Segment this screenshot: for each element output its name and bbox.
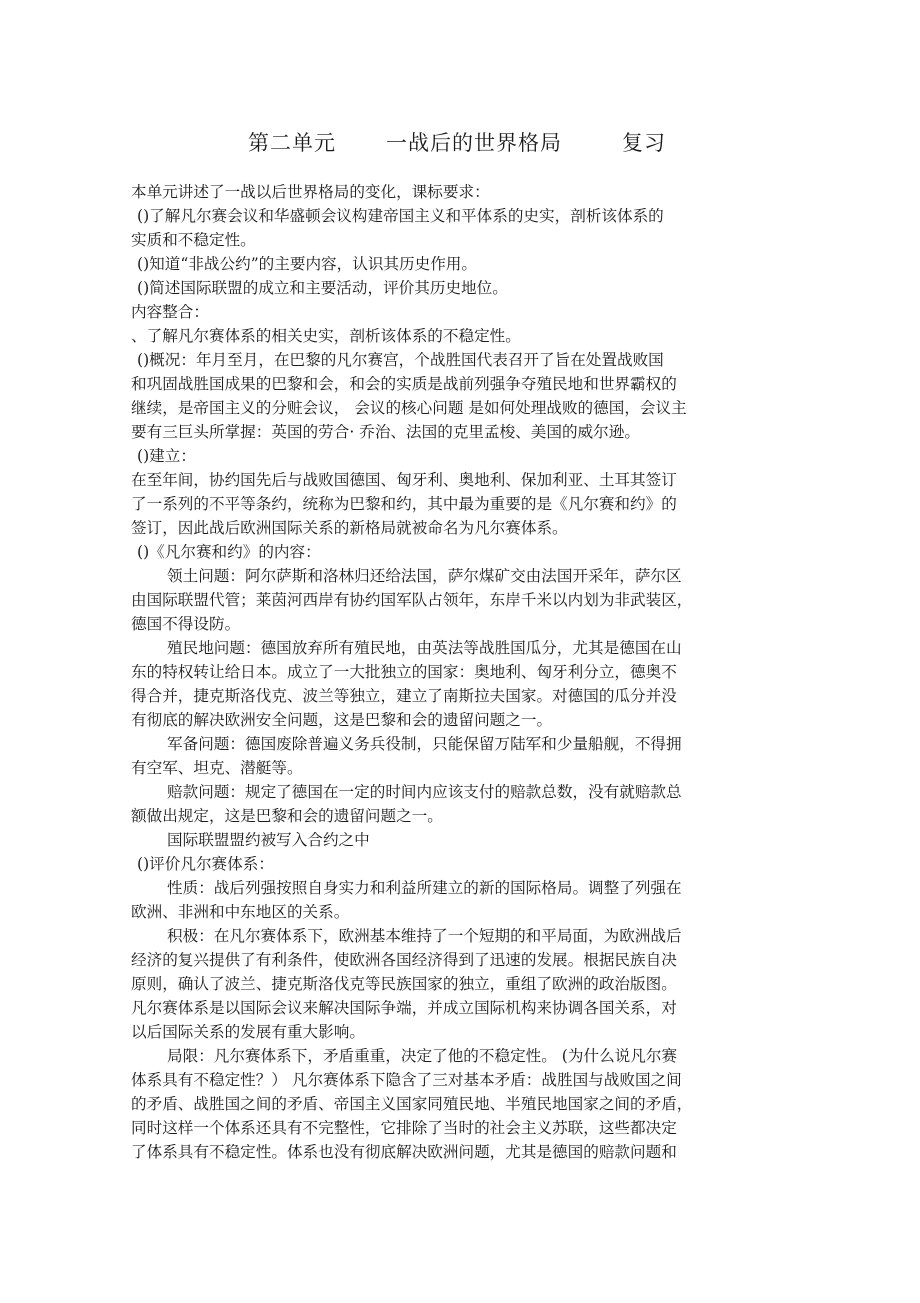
text-line: 以后国际关系的发展有重大影响。 <box>131 1023 365 1041</box>
text-line: 额做出规定，这是巴黎和会的遗留问题之一。 <box>131 807 443 825</box>
text-line: 领土问题：阿尔萨斯和洛林归还给法国，萨尔煤矿交由法国开采年，萨尔区 <box>167 567 682 585</box>
text-line: 国际联盟盟约被写入合约之中 <box>167 831 370 849</box>
text-line: 内容整合： <box>131 303 209 321</box>
text-line: 同时这样一个体系还具有不完整性，它排除了当时的社会主义苏联，这些都决定 <box>131 1119 677 1137</box>
text-line: 继续，是帝国主义的分赃会议， 会议的核心问题 是如何处理战败的德国，会议主 <box>131 399 687 417</box>
title-topic: 一战后的世界格局 <box>386 131 562 155</box>
text-line: 殖民地问题：德国放弃所有殖民地，由英法等战胜国瓜分，尤其是德国在山 <box>167 639 682 657</box>
text-line: 要有三巨头所掌握：英国的劳合· 乔治、法国的克里孟梭、美国的威尔逊。 <box>131 423 640 441</box>
text-line: 得合并，捷克斯洛伐克、波兰等独立，建立了南斯拉夫国家。对德国的瓜分并没 <box>131 687 677 705</box>
document-body <box>131 180 771 1164</box>
text-line: 了体系具有不稳定性。体系也没有彻底解决欧洲问题，尤其是德国的赔款问题和 <box>131 1143 677 1161</box>
text-line: ()概况：年月至月，在巴黎的凡尔赛宫，个战胜国代表召开了旨在处置战败国 <box>137 351 664 369</box>
text-line: 签订，因此战后欧洲国际关系的新格局就被命名为凡尔赛体系。 <box>131 519 568 537</box>
text-line: 在至年间，协约国先后与战败国德国、匈牙利、奥地利、保加利亚、土耳其签订 <box>131 471 677 489</box>
text-line: 局限：凡尔赛体系下，矛盾重重，决定了他的不稳定性。 (为什么说凡尔赛 <box>167 1047 678 1065</box>
text-line: 德国不得设防。 <box>131 615 241 633</box>
text-line: 本单元讲述了一战以后世界格局的变化，课标要求： <box>131 183 490 201</box>
text-line: 和巩固战胜国成果的巴黎和会，和会的实质是战前列强争夺殖民地和世界霸权的 <box>131 375 677 393</box>
text-line: 有彻底的解决欧洲安全问题，这是巴黎和会的遗留问题之一。 <box>131 711 553 729</box>
text-line: 由国际联盟代管；莱茵河西岸有协约国军队占领年，东岸千米以内划为非武装区， <box>131 591 693 609</box>
text-line: 经济的复兴提供了有利条件，使欧洲各国经济得到了迅速的发展。根据民族自决 <box>131 951 677 969</box>
text-line: 、了解凡尔赛体系的相关史实，剖析该体系的不稳定性。 <box>131 327 521 345</box>
text-line: 体系具有不稳定性？） 凡尔赛体系下隐含了三对基本矛盾：战胜国与战败国之间 <box>131 1071 682 1089</box>
text-line: ()了解凡尔赛会议和华盛顿会议构建帝国主义和平体系的史实，剖析该体系的 <box>137 207 664 225</box>
title-unit: 第二单元 <box>248 131 336 155</box>
text-line: 积极：在凡尔赛体系下，欧洲基本维持了一个短期的和平局面，为欧洲战后 <box>167 927 682 945</box>
text-line: 欧洲、非洲和中东地区的关系。 <box>131 903 350 921</box>
text-line: ()《凡尔赛和约》的内容： <box>137 543 321 561</box>
text-line: 有空军、坦克、潜艇等。 <box>131 759 303 777</box>
text-line: ()评价凡尔赛体系： <box>137 855 274 873</box>
text-line: 军备问题：德国废除普遍义务兵役制，只能保留万陆军和少量船舰，不得拥 <box>167 735 682 753</box>
text-line: ()建立： <box>137 447 196 465</box>
title-review: 复习 <box>622 131 666 155</box>
text-line: 性质：战后列强按照自身实力和利益所建立的新的国际格局。调整了列强在 <box>167 879 682 897</box>
text-line: ()知道“非战公约”的主要内容，认识其历史作用。 <box>137 255 477 273</box>
text-line: 了一系列的不平等条约，统称为巴黎和约，其中最为重要的是《凡尔赛和约》的 <box>131 495 677 513</box>
text-line: 凡尔赛体系是以国际会议来解决国际争端，并成立国际机构来协调各国关系，对 <box>131 999 677 1017</box>
text-line: ()简述国际联盟的成立和主要活动，评价其历史地位。 <box>137 279 508 297</box>
text-line: 原则，确认了波兰、捷克斯洛伐克等民族国家的独立，重组了欧洲的政治版图。 <box>131 975 677 993</box>
text-line: 赔款问题：规定了德国在一定的时间内应该支付的赔款总数，没有就赔款总 <box>167 783 682 801</box>
text-line: 的矛盾、战胜国之间的矛盾、帝国主义国家同殖民地、半殖民地国家之间的矛盾， <box>131 1095 693 1113</box>
text-line: 东的特权转让给日本。成立了一大批独立的国家：奥地利、匈牙利分立，德奥不 <box>131 663 677 681</box>
text-line: 实质和不稳定性。 <box>131 231 256 249</box>
